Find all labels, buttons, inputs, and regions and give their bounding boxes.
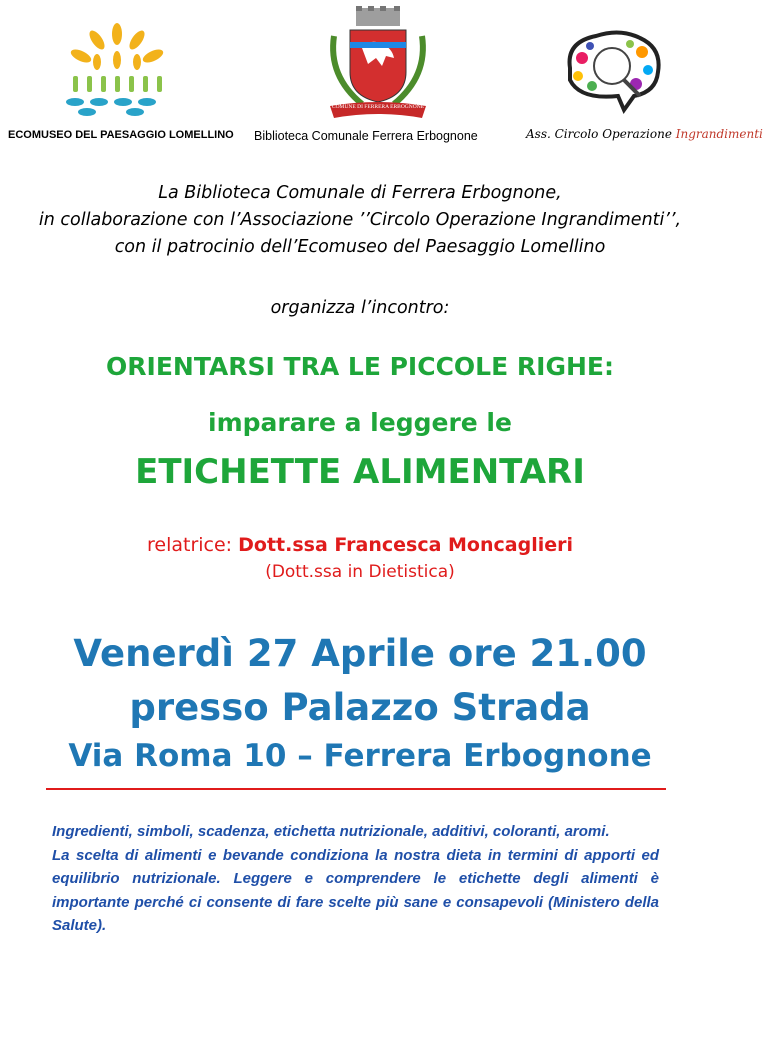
associazione-caption-highlight: Ingrandimenti: [675, 127, 763, 141]
title-line-1: ORIENTARSI TRA LE PICCOLE RIGHE:: [106, 352, 614, 381]
header-logos: [0, 0, 763, 150]
description: [52, 820, 659, 938]
associazione-caption-prefix: Ass. Circolo Operazione: [526, 127, 676, 141]
speaker-role: (Dott.ssa in Dietistica): [265, 562, 455, 582]
intro-text: [0, 180, 720, 261]
event-place: presso Palazzo Strada: [129, 686, 591, 729]
event-address: Via Roma 10 – Ferrera Erbognone: [68, 738, 652, 774]
description-paragraph-1: Ingredienti, simboli, scadenza, etichetta nutrizionale, additivi, coloranti, aromi.: [52, 823, 610, 840]
divider-line: [46, 788, 666, 790]
description-paragraph-2: La scelta di alimenti e bevande condiziona la nostra dieta in termini di apporti ed equilibrio nutrizionale. Leggere e comprendere le etichette degli alimenti è importante perché ci consente di fare scelte più sane e consapevoli (Ministero della Salute).: [52, 846, 659, 934]
speaker-label: relatrice:: [147, 534, 239, 556]
circolo-logo: [560, 28, 664, 118]
speaker-name: Dott.ssa Francesca Moncaglieri: [238, 534, 573, 556]
intro-line-1: La Biblioteca Comunale di Ferrera Erbognone,: [158, 183, 562, 203]
ecomuseo-caption: ECOMUSEO DEL PAESAGGIO LOMELLINO: [8, 129, 234, 141]
circolo-brain-gears-icon: [560, 28, 664, 118]
organizza-line: organizza l’incontro:: [270, 298, 450, 318]
title-line-3: ETICHETTE ALIMENTARI: [135, 452, 585, 492]
title-line-2: imparare a leggere le: [208, 408, 512, 437]
ecomuseo-logo-icon: [57, 20, 177, 120]
intro-line-3: con il patrocinio dell’Ecomuseo del Paesaggio Lomellino: [114, 237, 606, 257]
event-date: Venerdì 27 Aprile ore 21.00: [73, 632, 647, 675]
ecomuseo-logo: [52, 20, 182, 120]
associazione-caption: [526, 127, 763, 141]
biblioteca-caption: Biblioteca Comunale Ferrera Erbognone: [254, 129, 478, 143]
crest-ribbon-text: COMUNE DI FERRERA ERBOGNONE: [331, 104, 425, 110]
speaker-line: [0, 534, 720, 556]
intro-line-2: in collaborazione con l’Associazione ’’Circolo Operazione Ingrandimenti’’,: [38, 210, 682, 230]
